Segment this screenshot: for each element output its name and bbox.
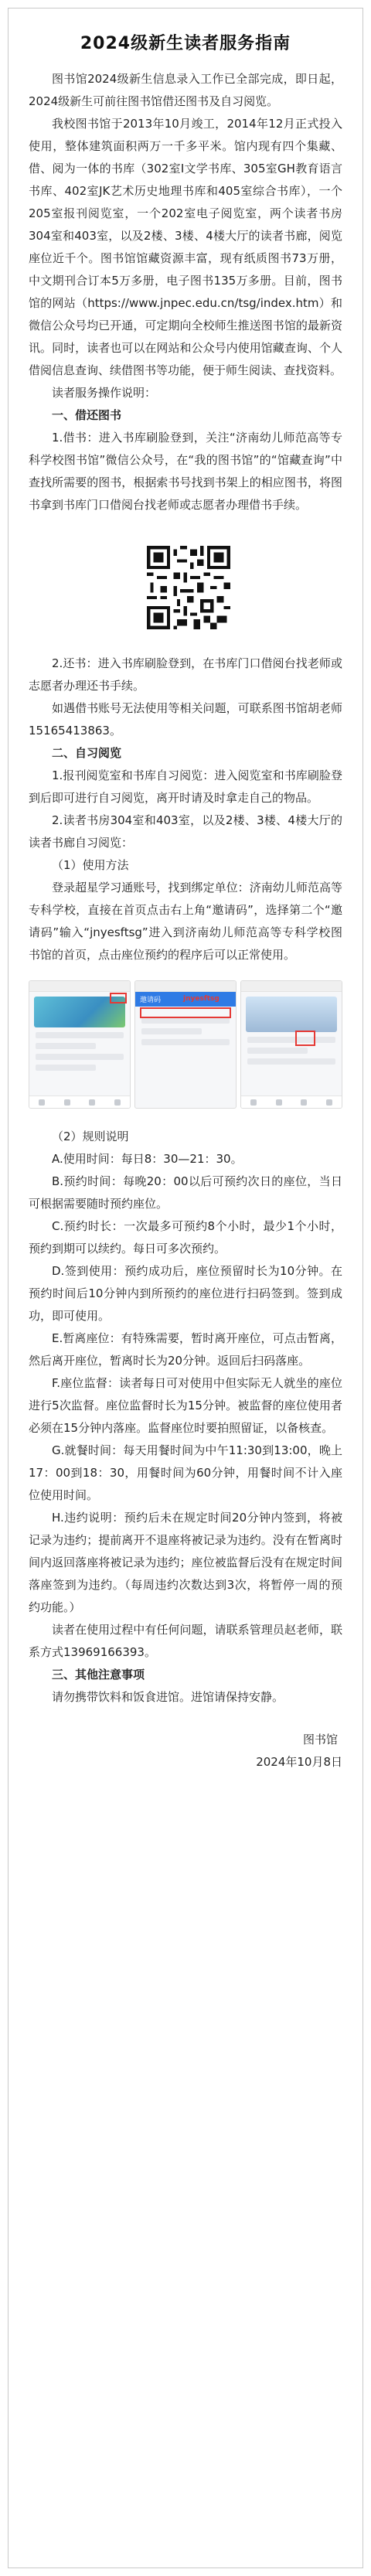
- document-body: [9, 68, 362, 1774]
- rule-a: A.使用时间：每日8：30—21：30。: [52, 1152, 243, 1166]
- tab-bar: [241, 1095, 342, 1108]
- list-item: [36, 1054, 124, 1060]
- study-paragraph-1: 1.报刊阅览室和书库自习阅览：进入阅览室和书库刷脸登到后即可进行自习阅览，离开时请及时拿走自己的物品。: [29, 768, 342, 805]
- app-screenshot-library: [240, 980, 342, 1109]
- qr-code-container: [29, 543, 342, 626]
- contact-admin: 读者在使用过程中有任何问题，请联系管理员赵老师，联系方式13969166393。: [29, 1623, 342, 1659]
- input-highlight: [140, 1007, 231, 1018]
- section-heading-study: 二、自习阅览: [52, 746, 122, 760]
- usage-title: （1）使用方法: [52, 858, 129, 872]
- list-item: [247, 1058, 335, 1065]
- wechat-qr-code: [144, 543, 227, 626]
- status-bar: [241, 981, 342, 992]
- library-building-image: [246, 997, 337, 1032]
- rule-e: E.暂离座位：有特殊需要，暂时离开座位，可点击暂离，然后离开座位，暂离时长为20分钟。返回后扫码落座。: [29, 1331, 342, 1368]
- list-item: [247, 1037, 335, 1043]
- invite-code-highlight: [110, 993, 127, 1003]
- page-title: 2024级新生读者服务指南: [80, 34, 291, 53]
- contact-librarian: 如遇借书账号无法使用等相关问题，可联系图书馆胡老师15165413863。: [29, 701, 342, 738]
- list-item: [141, 1028, 202, 1034]
- section-heading-borrow: 一、借还图书: [52, 408, 122, 422]
- qr-code-graphic: [147, 546, 230, 629]
- rule-f: F.座位监督：读者每日可对使用中但实际无人就坐的座位进行5次监督。座位监督时长为15分钟。被监督的座位使用者必须在15分钟内落座。监督座位时要拍照留证，以备核查。: [29, 1376, 342, 1435]
- list-item: [247, 1048, 308, 1054]
- list-item: [141, 1039, 230, 1045]
- return-paragraph: 2.还书：进入书库刷脸登到，在书库门口借阅台找老师或志愿者办理还书手续。: [29, 656, 342, 693]
- rule-g: G.就餐时间：每天用餐时间为中午11:30到13:00，晚上17：00到18：30，用餐时间为60分钟，用餐时间不计入座位使用时间。: [29, 1443, 342, 1502]
- status-bar: [29, 981, 130, 992]
- seat-reservation-highlight: [295, 1031, 315, 1046]
- about-paragraph: 我校图书馆于2013年10月竣工，2014年12月正式投入使用，整体建筑面积两万一千多平米。馆内现有四个集藏、借、阅为一体的书库（302室I文学书库、305室GH教育语言书库、402室JK艺术历史地理书库和405室综合书库），一个205室报刊阅览室，一个202室电子阅览室，两个读者书房304室和403室，以及2楼、3楼、4楼大厅的读者书廊，阅览座位近千个。图书馆馆藏资源丰富，现有纸质图书73万册，中文期刊合订本5万多册，电子图书135万多册。目前，图书馆的网站（https://www.jnpec.edu.cn/tsg/index.htm）和微信公众号均已开通，可定期向全校师生推送图书馆的最新资讯。同时，读者也可以在网站和公众号内使用馆藏查询、个人借阅信息查询、续借图书等功能，便于师生阅读、查找资料。: [29, 117, 342, 377]
- app-screenshot-invite: [134, 980, 237, 1109]
- list-item: [36, 1043, 96, 1049]
- signature-org: 图书馆: [302, 1733, 338, 1746]
- intro-paragraph: 图书馆2024级新生信息录入工作已全部完成，即日起，2024级新生可前往图书馆借还图书及自习阅览。: [29, 72, 342, 108]
- status-bar: [135, 981, 236, 992]
- input-field: [141, 1017, 230, 1024]
- rule-h: H.违约说明：预约后未在规定时间20分钟内签到，将被记录为违约；提前离开不退座将被记录为违约。没有在暂离时间内返回落座将被记录为违约；座位被监督后没有在规定时间落座签到为违约。（每周违约次数达到3次，将暂停一周的预约功能。）: [29, 1511, 342, 1614]
- ops-intro: 读者服务操作说明：: [52, 386, 157, 400]
- signature-date: 2024年10月8日: [256, 1755, 342, 1769]
- document-page: [8, 8, 363, 2568]
- app-screenshots: [29, 980, 342, 1109]
- list-item: [36, 1065, 96, 1071]
- borrow-paragraph: 1.借书：进入书库刷脸登到，关注“济南幼儿师范高等专科学校图书馆”微信公众号，在“我的图书馆”的“馆藏查询”中查找所需要的图书，根据索书号找到书架上的相应图书，将图书拿到书库门口借阅台找老师或志愿者办理借书手续。: [29, 431, 342, 512]
- tab-bar: [29, 1095, 130, 1108]
- list-item: [36, 1032, 124, 1038]
- rules-title: （2）规则说明: [52, 1130, 129, 1143]
- app-screenshot-home: [29, 980, 131, 1109]
- rule-c: C.预约时长：一次最多可预约8个小时，最少1个小时，预约到期可以续约。每日可多次预约。: [29, 1219, 342, 1256]
- usage-paragraph: 登录超星学习通账号，找到绑定单位：济南幼儿师范高等专科学校，直接在首页点击右上角“邀请码”，选择第二个“邀请码”输入“jnyesftsg”进入到济南幼儿师范高等专科学校图书馆的首页，点击座位预约的程序后可以正常使用。: [29, 881, 342, 962]
- section-heading-notes: 三、其他注意事项: [52, 1668, 145, 1682]
- study-paragraph-2: 2.读者书房304室和403室，以及2楼、3楼、4楼大厅的读者书廊自习阅览：: [29, 813, 342, 850]
- rule-b: B.预约时间：每晚20：00以后可预约次日的座位，当日可根据需要随时预约座位。: [29, 1174, 342, 1211]
- invite-code-annotation: jnyesftsg: [183, 995, 220, 1003]
- invite-code-header: 邀请码: [135, 992, 236, 1007]
- rule-d: D.签到使用：预约成功后，座位预留时长为10分钟。在预约时间后10分钟内到所预约的座位进行扫码签到。签到成功，即可使用。: [29, 1264, 342, 1323]
- notice-paragraph: 请勿携带饮料和饭食进馆。进馆请保持安静。: [52, 1690, 284, 1704]
